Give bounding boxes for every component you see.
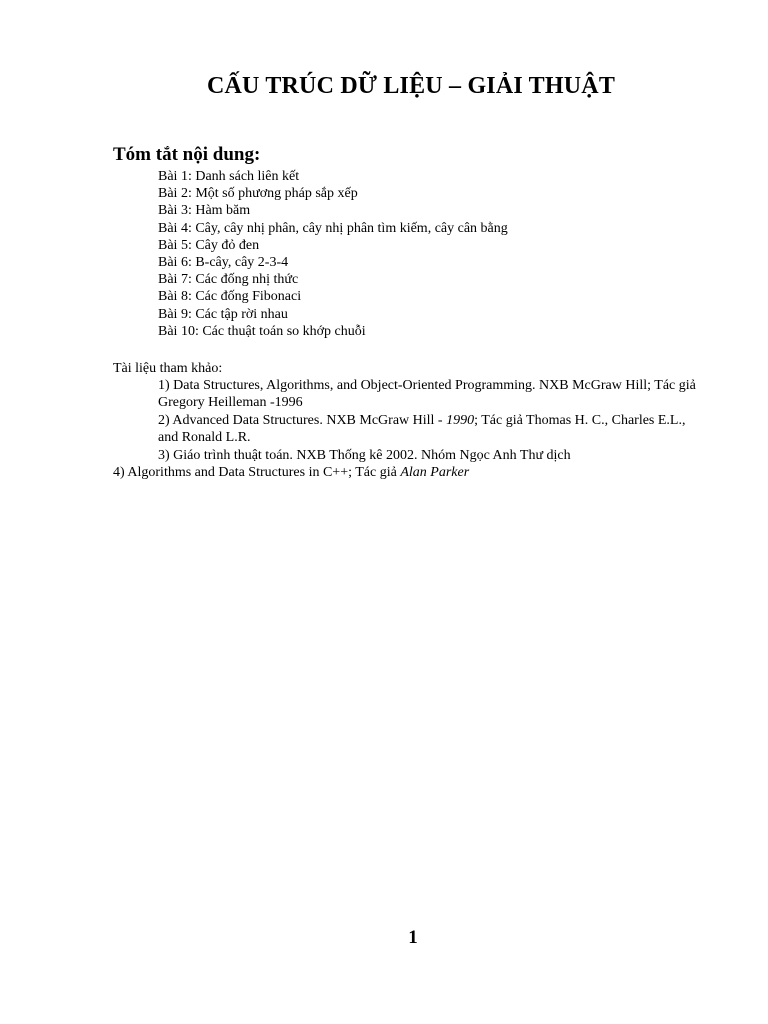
- list-item: Bài 7: Các đống nhị thức: [158, 272, 299, 288]
- list-item: Bài 5: Cây đỏ đen: [158, 237, 260, 253]
- reference-emphasis: Alan Parker: [400, 465, 470, 481]
- reference-item: [113, 447, 703, 464]
- lesson-list: [158, 168, 508, 340]
- reference-text: 2) Advanced Data Structures. NXB McGraw Hill -: [158, 412, 447, 428]
- references-heading: Tài liệu tham khảo:: [113, 361, 223, 376]
- list-item: Bài 9: Các tập rời nhau: [158, 306, 288, 322]
- list-item: Bài 2: Một số phương pháp sắp xếp: [158, 186, 358, 202]
- reference-item: [113, 464, 703, 481]
- reference-text: 4) Algorithms and Data Structures in C++; Tác giả: [113, 465, 401, 481]
- page-number: 1: [408, 927, 418, 948]
- summary-heading: Tóm tắt nội dung:: [113, 144, 261, 165]
- list-item: Bài 4: Cây, cây nhị phân, cây nhị phân tìm kiếm, cây cân bằng: [158, 220, 508, 236]
- list-item: Bài 6: B-cây, cây 2-3-4: [158, 255, 289, 271]
- reference-list: [113, 377, 703, 481]
- reference-text: 1) Data Structures, Algorithms, and Object-Oriented Programming. NXB McGraw Hill; Tác giả Gregory Heilleman -1996: [158, 378, 696, 411]
- reference-text: 3) Giáo trình thuật toán. NXB Thống kê 2002. Nhóm Ngọc Anh Thư dịch: [158, 447, 571, 463]
- reference-item: [113, 412, 703, 447]
- page-title: CẤU TRÚC DỮ LIỆU – GIẢI THUẬT: [206, 73, 616, 99]
- list-item: Bài 10: Các thuật toán so khớp chuỗi: [158, 323, 366, 339]
- list-item: Bài 3: Hàm băm: [158, 203, 251, 219]
- list-item: Bài 1: Danh sách liên kết: [158, 169, 300, 184]
- reference-text: ; Tác giả Thomas H. C., Charles E.L., and Ronald L.R.: [158, 412, 686, 446]
- reference-item: [113, 377, 703, 412]
- list-item: Bài 8: Các đống Fibonaci: [158, 289, 302, 305]
- reference-emphasis: 1990: [446, 412, 475, 428]
